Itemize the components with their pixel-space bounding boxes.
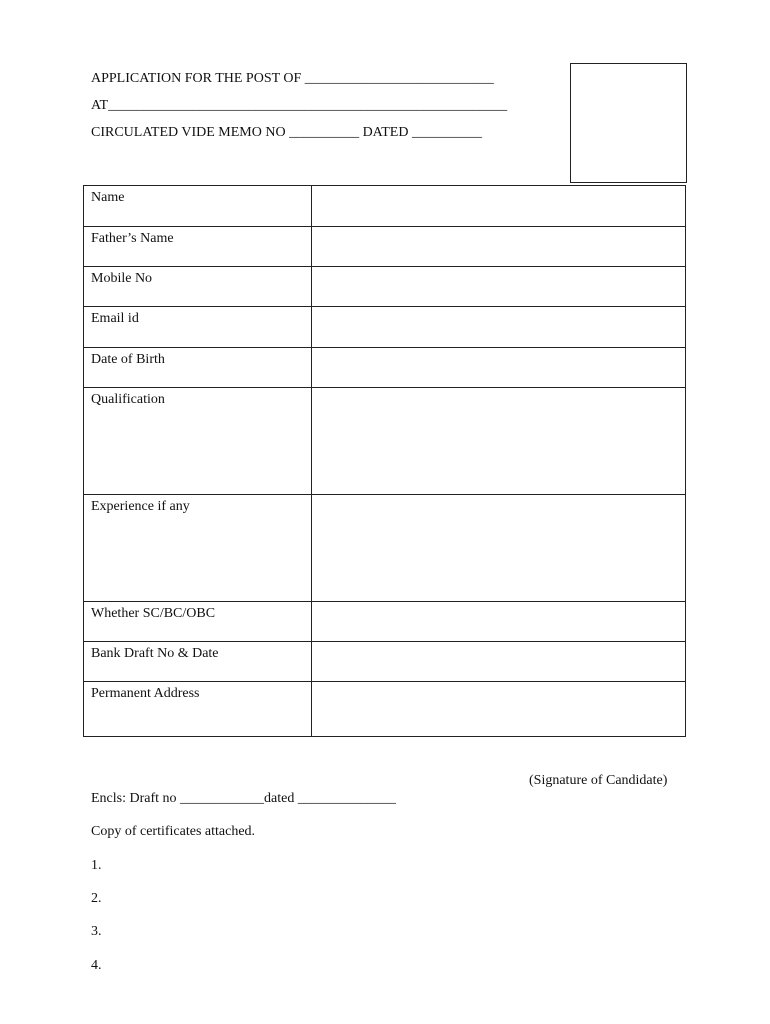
photo-box [570, 63, 687, 183]
table-row [84, 348, 686, 388]
row-field-permanent-address[interactable] [312, 682, 686, 737]
table-row [84, 495, 686, 602]
row-label-email-id: Email id [84, 307, 312, 348]
row-field-name[interactable] [312, 186, 686, 227]
row-label-date-of-birth: Date of Birth [84, 348, 312, 388]
row-field-qualification[interactable] [312, 388, 686, 495]
list-item: 3. [91, 924, 102, 939]
memo-line: CIRCULATED VIDE MEMO NO __________ DATED __________ [91, 125, 482, 140]
row-label-fathers-name: Father’s Name [84, 227, 312, 267]
row-label-bank-draft: Bank Draft No & Date [84, 642, 312, 682]
encls-line: Encls: Draft no ____________dated ______________ [91, 791, 396, 806]
table-row [84, 388, 686, 495]
table-row [84, 682, 686, 737]
list-item: 4. [91, 958, 102, 973]
application-form-table [83, 185, 686, 737]
row-label-permanent-address: Permanent Address [84, 682, 312, 737]
post-title-line: APPLICATION FOR THE POST OF ___________________________ [91, 71, 494, 86]
table-row [84, 227, 686, 267]
row-field-experience[interactable] [312, 495, 686, 602]
row-label-name: Name [84, 186, 312, 227]
row-label-experience: Experience if any [84, 495, 312, 602]
table-row [84, 267, 686, 307]
row-field-fathers-name[interactable] [312, 227, 686, 267]
signature-caption: (Signature of Candidate) [529, 773, 668, 788]
row-label-category: Whether SC/BC/OBC [84, 602, 312, 642]
table-row [84, 186, 686, 227]
row-field-category[interactable] [312, 602, 686, 642]
row-field-mobile-no[interactable] [312, 267, 686, 307]
list-item: 2. [91, 891, 102, 906]
row-field-bank-draft[interactable] [312, 642, 686, 682]
table-row [84, 602, 686, 642]
row-field-email-id[interactable] [312, 307, 686, 348]
row-label-mobile-no: Mobile No [84, 267, 312, 307]
certificates-line: Copy of certificates attached. [91, 824, 256, 839]
list-item: 1. [91, 858, 102, 873]
at-line: AT_________________________________________________________ [91, 98, 508, 113]
row-label-qualification: Qualification [84, 388, 312, 495]
row-field-date-of-birth[interactable] [312, 348, 686, 388]
table-row [84, 307, 686, 348]
table-row [84, 642, 686, 682]
